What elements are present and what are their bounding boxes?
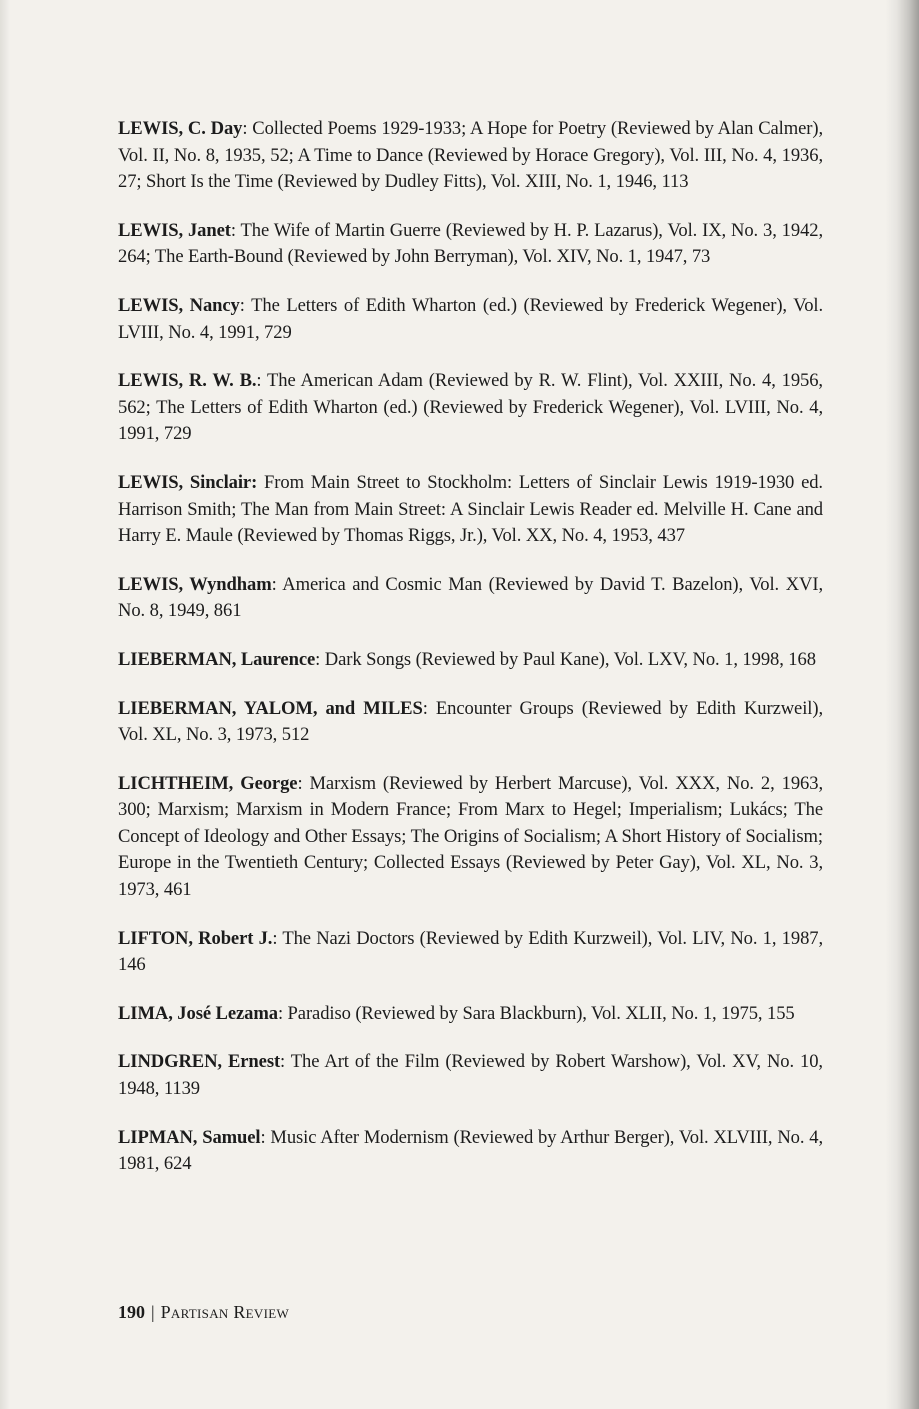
index-entry — [118, 218, 823, 271]
index-entry — [118, 1125, 823, 1178]
author-name: LICHTHEIM, George — [118, 772, 298, 794]
entry-text: : Marxism (Reviewed by Herbert Marcuse), Vol. XXX, No. 2, 1963, 300; Marxism; Marxism in Modern France; From Marx to Hegel; Imperialism; Lukács; The Concept of Ideology and Other Essays; The Origins of Socialism; A Short History of Socialism; Europe in the Twentieth Century; Collected Essays (Reviewed by Peter Gay), Vol. XL, No. 3, 1973, 461 — [118, 772, 823, 901]
author-name: LEWIS, Nancy — [118, 294, 240, 316]
page-footer — [118, 1302, 289, 1323]
index-entry — [118, 696, 823, 749]
index-entry — [118, 771, 823, 904]
author-name: LIPMAN, Samuel — [118, 1126, 261, 1148]
author-name: LIEBERMAN, YALOM, and MILES — [118, 697, 423, 719]
author-name: LIMA, José Lezama — [118, 1002, 278, 1024]
index-entry — [118, 470, 823, 550]
entry-text: : The Wife of Martin Guerre (Reviewed by H. P. Lazarus), Vol. IX, No. 3, 1942, 264; The Earth-Bound (Reviewed by John Berryman), Vol. XIV, No. 1, 1947, 73 — [118, 219, 824, 268]
entry-text: : America and Cosmic Man (Reviewed by David T. Bazelon), Vol. XVI, No. 8, 1949, 861 — [118, 573, 823, 622]
index-entry — [118, 926, 823, 979]
index-entries — [118, 116, 823, 1200]
author-name: LEWIS, C. Day — [118, 118, 243, 139]
entry-text: : Encounter Groups (Reviewed by Edith Kurzweil), Vol. XL, No. 3, 1973, 512 — [118, 697, 823, 746]
entry-text: From Main Street to Stockholm: Letters of Sinclair Lewis 1919-1930 ed. Harrison Smith; The Man from Main Street: A Sinclair Lewis Reader ed. Melville H. Cane and Harry E. Maule (Reviewed by Thomas Riggs, Jr.), Vol. XX, No. 4, 1953, 437 — [118, 471, 823, 547]
entry-text: : The Nazi Doctors (Reviewed by Edith Kurzweil), Vol. LIV, No. 1, 1987, 146 — [118, 927, 824, 976]
page-left-shadow — [0, 0, 10, 1409]
author-name: LEWIS, Sinclair: — [118, 471, 258, 493]
page-right-shadow — [885, 0, 919, 1409]
index-entry — [118, 647, 823, 674]
author-name: LIFTON, Robert J. — [118, 927, 273, 949]
author-name: LEWIS, Janet — [118, 219, 231, 241]
author-name: LEWIS, R. W. B. — [118, 370, 257, 392]
author-name: LINDGREN, Ernest — [118, 1051, 281, 1073]
footer-separator: | — [151, 1302, 155, 1322]
entry-text: : The Letters of Edith Wharton (ed.) (Reviewed by Frederick Wegener), Vol. LVIII, No. 4, 1991, 729 — [118, 294, 824, 343]
author-name: LIEBERMAN, Laurence — [118, 648, 316, 670]
page-number: 190 — [118, 1302, 145, 1322]
entry-text: : Music After Modernism (Reviewed by Arthur Berger), Vol. XLVIII, No. 4, 1981, 624 — [118, 1126, 823, 1175]
index-entry — [118, 368, 823, 448]
entry-text: : Paradiso (Reviewed by Sara Blackburn), Vol. XLII, No. 1, 1975, 155 — [277, 1002, 795, 1024]
entry-text: : Dark Songs (Reviewed by Paul Kane), Vol. LXV, No. 1, 1998, 168 — [315, 648, 816, 670]
entry-text: : The Art of the Film (Reviewed by Robert Warshow), Vol. XV, No. 10, 1948, 1139 — [118, 1051, 823, 1100]
entry-text: : Collected Poems 1929-1933; A Hope for Poetry (Reviewed by Alan Calmer), Vol. II, No. 8, 1935, 52; A Time to Dance (Reviewed by Horace Gregory), Vol. III, No. 4, 1936, 27; Short Is the Time (Reviewed by Dudley Fitts), Vol. XIII, No. 1, 1946, 113 — [118, 118, 823, 193]
author-name: LEWIS, Wyndham — [118, 573, 272, 595]
index-entry — [118, 293, 823, 346]
entry-text: : The American Adam (Reviewed by R. W. Flint), Vol. XXIII, No. 4, 1956, 562; The Letters of Edith Wharton (ed.) (Reviewed by Frederick Wegener), Vol. LVIII, No. 4, 1991, 729 — [118, 370, 823, 445]
journal-title: Partisan Review — [160, 1302, 290, 1322]
index-entry — [118, 572, 823, 625]
index-entry — [118, 116, 823, 196]
index-entry — [118, 1001, 823, 1028]
index-entry — [118, 1049, 823, 1102]
